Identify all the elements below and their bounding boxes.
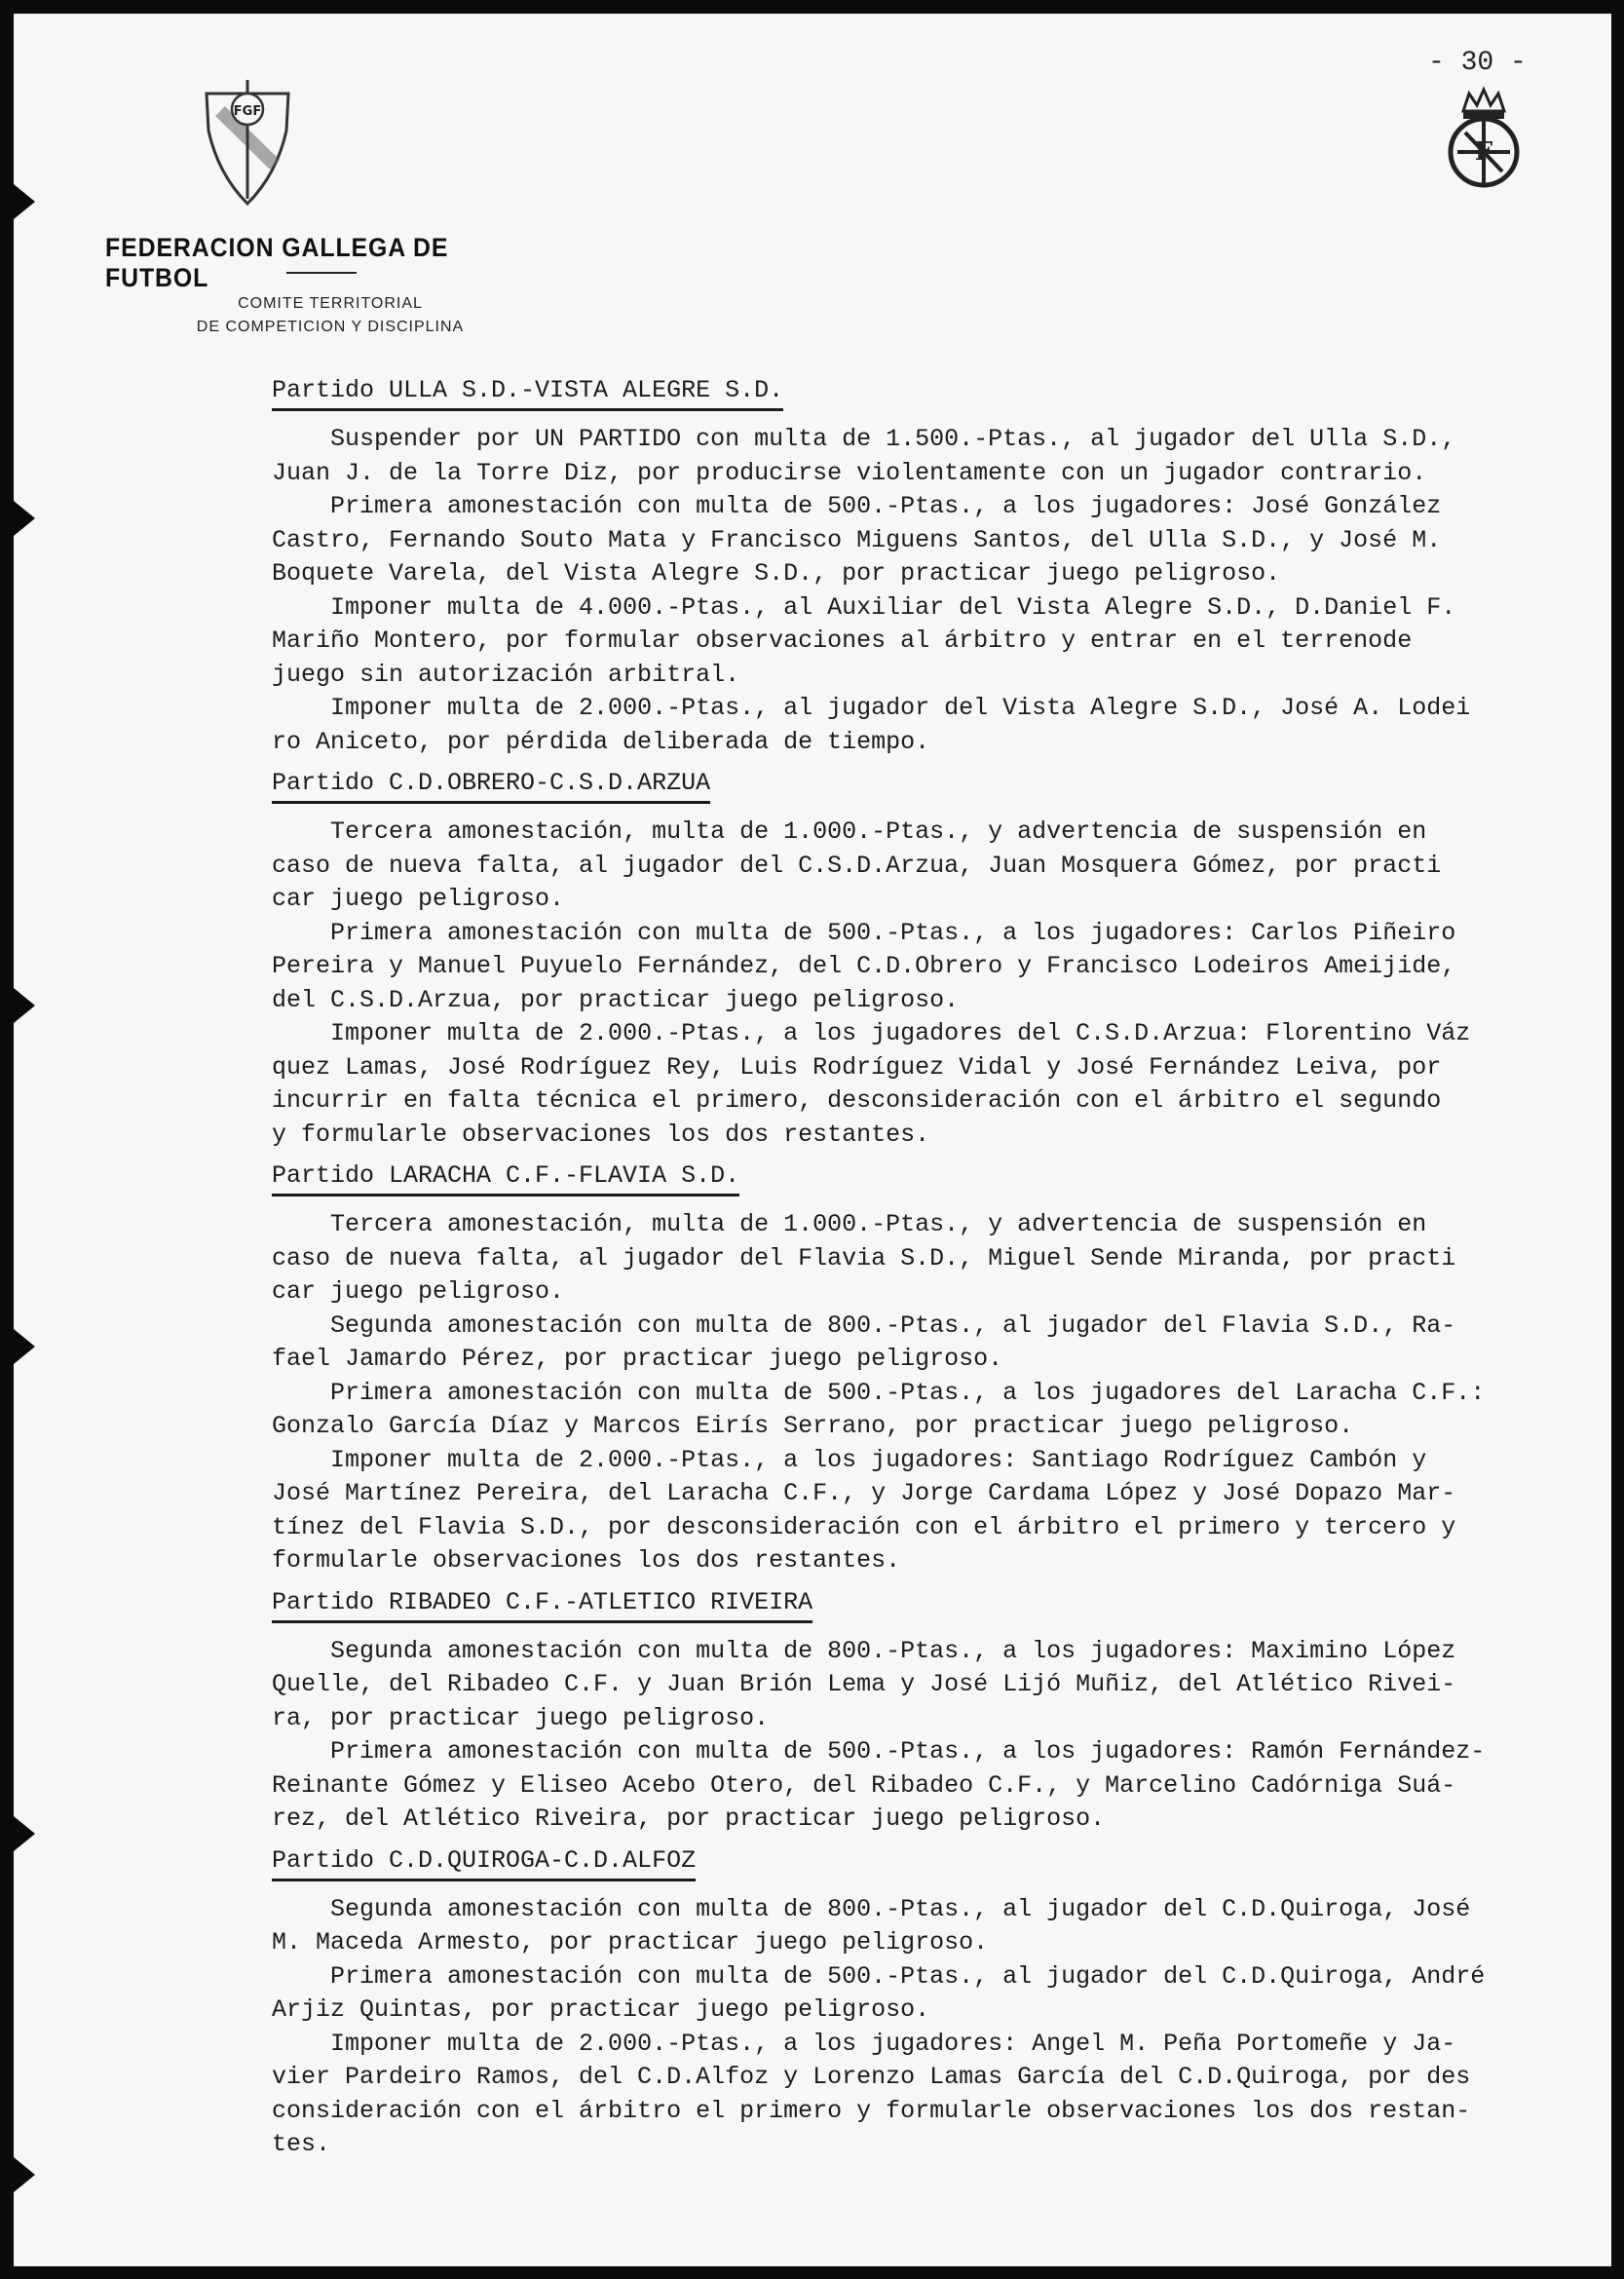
resolution-paragraph: Primera amonestación con multa de 500.-Ptas., a los jugadores: Carlos Piñeiro Pereira y Manuel Puyuelo Fernández, del C.D.Obrero y Francisco Lodeiros Ameijide, del C.S.D.Arzua, por practicar juego peligroso.	[272, 918, 1456, 1014]
section-quiroga-alfoz	[272, 1844, 1606, 2162]
match-title: Partido C.D.OBRERO-C.S.D.ARZUA	[272, 767, 710, 804]
section-laracha-flavia	[272, 1159, 1606, 1578]
resolution-paragraph: Imponer multa de 2.000.-Ptas., a los jugadores del C.S.D.Arzua: Florentino Váz quez Lamas, José Rodríguez Rey, Luis Rodríguez Vidal y José Fernández Leiva, por incurrir en falta técnica el primero, desconsideración con el árbitro el segundo y formularle observaciones los dos restantes.	[272, 1019, 1471, 1149]
svg-text:F: F	[1474, 137, 1493, 167]
resolution-paragraph: Imponer multa de 4.000.-Ptas., al Auxiliar del Vista Alegre S.D., D.Daniel F. Mariño Montero, por formular observaciones al árbitro y entrar en el terrenode juego sin autorización arbitral.	[272, 592, 1456, 689]
resolution-paragraph: Segunda amonestación con multa de 800.-Ptas., a los jugadores: Maximino López Quelle, del Ribadeo C.F. y Juan Brión Lema y José Lijó Muñiz, del Atlético Rivei- ra, por practicar juego peligroso.	[272, 1636, 1456, 1732]
torn-edge	[14, 1816, 35, 1851]
resolution-paragraph: Primera amonestación con multa de 500.-Ptas., a los jugadores: José González Castro, Fernando Souto Mata y Francisco Miguens Santos, del Ulla S.D., y José M. Boquete Varela, del Vista Alegre S.D., por practicar juego peligroso.	[272, 492, 1442, 588]
resolution-paragraph: Tercera amonestación, multa de 1.000.-Ptas., y advertencia de suspensión en caso de nueva falta, al jugador del Flavia S.D., Miguel Sende Miranda, por practi car juego peligroso.	[272, 1210, 1456, 1306]
resolutions-body	[272, 374, 1606, 2162]
match-title: Partido ULLA S.D.-VISTA ALEGRE S.D.	[272, 374, 783, 411]
resolution-paragraph: Tercera amonestación, multa de 1.000.-Ptas., y advertencia de suspensión en caso de nueva falta, al jugador del C.S.D.Arzua, Juan Mosquera Gómez, por practi car juego peligroso.	[272, 817, 1442, 913]
section-ribadeo-riveira	[272, 1586, 1606, 1837]
resolution-paragraph: Primera amonestación con multa de 500.-Ptas., a los jugadores: Ramón Fernández- Reinante Gómez y Eliseo Acebo Otero, del Ribadeo C.F., y Marcelino Cadórniga Suá- rez, del Atlético Riveira, por practicar juego peligroso.	[272, 1737, 1486, 1833]
resolution-paragraph: Imponer multa de 2.000.-Ptas., a los jugadores: Angel M. Peña Portomeñe y Ja- vier Pardeiro Ramos, del C.D.Alfoz y Lorenzo Lamas García del C.D.Quiroga, por des consideración con el árbitro el primero y formularle observaciones los dos restan- tes.	[272, 2029, 1471, 2158]
section-ulla-vista-alegre	[272, 374, 1606, 759]
torn-edge	[14, 501, 35, 536]
rfef-crest-icon	[1444, 82, 1524, 189]
match-title: Partido LARACHA C.F.-FLAVIA S.D.	[272, 1159, 739, 1196]
svg-text:FGF: FGF	[233, 104, 262, 119]
torn-edge	[14, 2157, 35, 2192]
committee-line-1: COMITE TERRITORIAL	[238, 295, 423, 312]
page-number: - 30 -	[1428, 48, 1527, 78]
torn-edge	[14, 184, 35, 219]
resolution-paragraph: Primera amonestación con multa de 500.-Ptas., a los jugadores del Laracha C.F.: Gonzalo García Díaz y Marcos Eirís Serrano, por practicar juego peligroso.	[272, 1378, 1486, 1440]
torn-edge	[14, 988, 35, 1023]
resolution-paragraph: Suspender por UN PARTIDO con multa de 1.500.-Ptas., al jugador del Ulla S.D., Juan J. de la Torre Diz, por producirse violentamente con un jugador contrario.	[272, 425, 1456, 487]
torn-edge	[14, 1329, 35, 1364]
match-title: Partido C.D.QUIROGA-C.D.ALFOZ	[272, 1844, 696, 1881]
section-obrero-arzua	[272, 767, 1606, 1152]
resolution-paragraph: Imponer multa de 2.000.-Ptas., a los jugadores: Santiago Rodríguez Cambón y José Martínez Pereira, del Laracha C.F., y Jorge Cardama López y José Dopazo Mar- tínez del Flavia S.D., por desconsideración con el árbitro el primero y tercero y formularle observaciones los dos restantes.	[272, 1445, 1456, 1575]
federation-name: FEDERACION GALLEGA DE FUTBOL	[105, 233, 449, 292]
match-title: Partido RIBADEO C.F.-ATLETICO RIVEIRA	[272, 1586, 812, 1623]
divider	[286, 272, 357, 274]
resolution-paragraph: Imponer multa de 2.000.-Ptas., al jugador del Vista Alegre S.D., José A. Lodei ro Aniceto, por pérdida deliberada de tiempo.	[272, 694, 1471, 756]
resolution-paragraph: Segunda amonestación con multa de 800.-Ptas., al jugador del Flavia S.D., Ra- fael Jamardo Pérez, por practicar juego peligroso.	[272, 1310, 1456, 1373]
document-page	[14, 14, 1611, 2266]
fgf-shield-icon	[199, 72, 296, 209]
resolution-paragraph: Primera amonestación con multa de 500.-Ptas., al jugador del C.D.Quiroga, André Arjiz Quintas, por practicar juego peligroso.	[272, 1961, 1486, 2024]
resolution-paragraph: Segunda amonestación con multa de 800.-Ptas., al jugador del C.D.Quiroga, José M. Maceda Armesto, por practicar juego peligroso.	[272, 1894, 1471, 1956]
committee-name	[135, 292, 525, 339]
committee-line-2: DE COMPETICION Y DISCIPLINA	[196, 319, 465, 335]
